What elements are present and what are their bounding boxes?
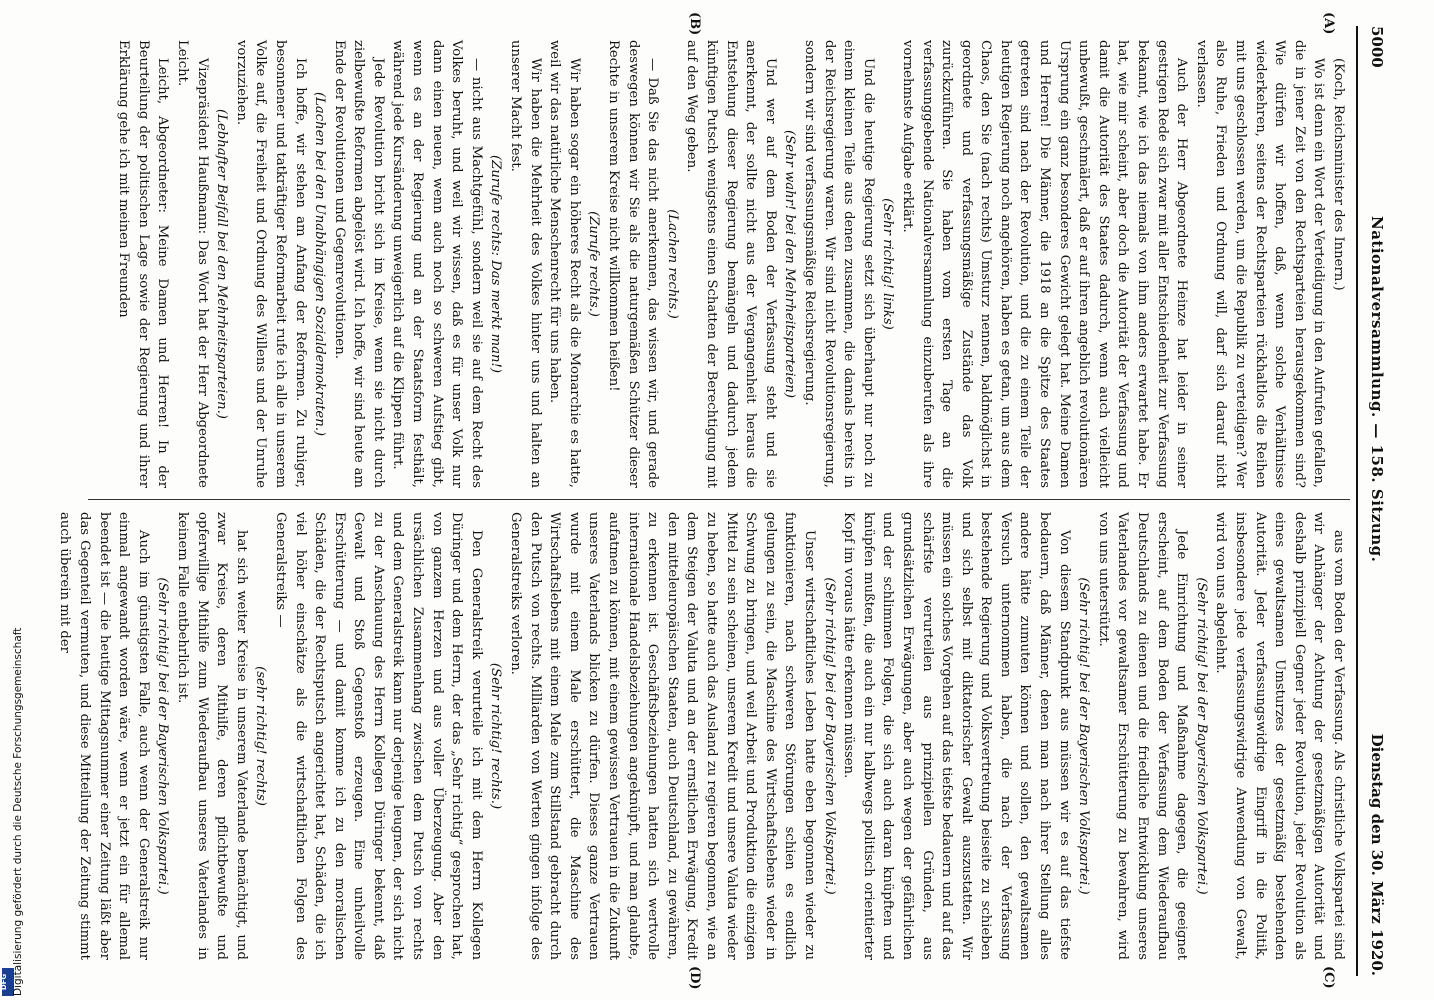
paragraph: Und wer auf dem Boden der Verfassung steht und sie anerkennt, der sollte nicht aus der Vergangenheit heraus die Entstehung dieser Regierung bemängeln und dadurch jedem künftigen Putsch wenigstens einen Schatten der Berechtigung mit auf den Weg geben. bbox=[684, 40, 778, 488]
rotated-document-page bbox=[42, 0, 1402, 1000]
paragraph: Auch im günstigsten Falle, auch wenn der Generalstreik nur einmal angewandt worden wäre, wenn er jetzt ein für allemal beendet ist — die heutige Mittagsnummer einer Zeitung läßt aber das Gegenteil vermuten, und diese Mitteilung der Zeitung stimmt auch überein mit der bbox=[57, 512, 151, 960]
paragraph: Vizepräsident Haußmann: Das Wort hat der Herr Abgeordnete Leicht. bbox=[174, 40, 210, 488]
interjection: (Sehr richtig! bei der Bayerischen Volkspartei.) bbox=[1076, 577, 1092, 895]
right-text-column bbox=[57, 512, 1348, 960]
column-divider bbox=[88, 499, 1350, 500]
paragraph: — nicht aus Machtgefühl, sondern weil sie auf dem Recht des Volkes beruht, und weil wir wissen, daß es für unser Volk nur dann einen neuen, wenn auch noch so schweren Aufstieg gibt, wenn es an der Regierung und an der Staatsform festhält, während jede Kursänderung unweigerlich auf die Klippen führt. bbox=[390, 40, 484, 488]
header-rule bbox=[1356, 26, 1358, 976]
margin-marker-b: (B) bbox=[687, 12, 702, 36]
paragraph: Und die heutige Regierung setzt sich überhaupt nur noch zu einem kleinen Teile aus denen zusammen, die damals bereits in der Reichsregierung waren. Wir sind nicht Revolutionsregierung, sondern wir sind verfassungsmäßige Reichsregierung. bbox=[801, 40, 876, 488]
interjection: (Zurufe rechts: Das merkt man!) bbox=[488, 155, 504, 373]
paragraph: Wo ist denn ein Wort der Verteidigung in den Aufrufen gefallen, die in jener Zeit von den Rechtsparteien herausgekommen sind? Wie dürfen wir hoffen, daß, wenn solche Verhältnisse wiederkehren, seitens der Rechtsparteien rückhaltlos die Reihen mit uns geschlossen werden, um die Republik zu verteidigen? Wer also Ruhe, Frieden und Ordnung will, darf sich darauf nicht verlassen. bbox=[1193, 40, 1327, 488]
interjection: (Sehr richtig! bei der Bayerischen Volkspartei.) bbox=[1193, 577, 1209, 895]
paragraph: Von diesem Standpunkt aus müssen wir es auf das tiefste bedauern, daß Männer, denen man nach ihrer Stellung alles andere hätte zumuten können und sollen, den gewaltsamen Versuch unternommen haben, die nach der Verfassung bestehende Regierung und Volksvertretung beiseite zu schieben und sich selbst mit diktatorischer Gewalt auszustatten. Wir müssen ein solches Vorgehen auf das tiefste bedauern und auf das schärfste verurteilen aus prinzipiellen Gründen, aus grundsätzlichen Erwägungen, aber auch wegen der gefährlichen und der schlimmen Folgen, die sich auch daran knüpften und knüpfen mußten, die auch ein nur halbwegs politisch orientierter Kopf im voraus hätte erkennen müssen. bbox=[841, 512, 1072, 960]
digitization-footer bbox=[0, 0, 34, 1000]
margin-marker-d: (D) bbox=[687, 966, 702, 990]
paragraph: (Koch, Reichsminister des Innern.) bbox=[1331, 58, 1346, 291]
paragraph: — Daß Sie das nicht anerkennen, das wissen wir, und gerade deswegen können wir Sie als die naturgemäßen Schützer dieser Rechte in unserem Kreise nicht willkommen heißen! bbox=[606, 40, 661, 488]
left-text-column bbox=[88, 40, 1348, 488]
interjection: (Lachen bei den Unabhängigen Sozialdemokraten.) bbox=[312, 91, 328, 437]
paragraph: aus vom Boden der Verfassung. Als christliche Volkspartei sind wir Anhänger der Achtung der gesetzmäßigen Autorität und deshalb prinzipiell Gegner jeder Revolution, jeder Revolution als eines gewaltsamen Umsturzes der gesetzmäßig bestehenden Autorität. Jeder verfassungswidrige Eingriff in die Politik, insbesondere jede verfassungswidrige Anwendung von Gewalt, wird von uns abgelehnt. bbox=[1213, 512, 1346, 960]
page-number: 5000 bbox=[1368, 26, 1386, 68]
session-date: Dienstag den 30. März 1920. bbox=[1368, 733, 1386, 976]
paragraph: Wir haben die Mehrheit des Volkes hinter uns und halten an unserer Macht fest. bbox=[508, 40, 543, 488]
interjection: (Sehr richtig! bei der Bayerischen Volkspartei.) bbox=[155, 577, 171, 895]
paragraph: hat sich weiter Kreise in unserem Vaterlande bemächtigt, und zwar Kreise, deren Mithilfe, deren pflichtbewußte und opferwillige Mithilfe zum Wiederaufbau unseres Vaterlandes in keinem Falle entbehrlich ist. bbox=[174, 512, 249, 960]
paragraph: Leicht, Abgeordneter: Meine Damen und Herren! In der Beurteilung der politischen Lage sowie der Regierung und ihrer Erklärung gehe ich mit meinen Freunden bbox=[116, 40, 171, 488]
interjection: (Sehr richtig! rechts.) bbox=[488, 662, 504, 810]
paragraph: Jede Revolution bricht sich im Kreise, wenn sie nicht durch zielbewußte Reformen abgelöst wird. Ich hoffe, wir sind heute am Ende der Revolutionen und Gegenrevolutionen. bbox=[331, 40, 386, 488]
paragraph: Ich hoffe, wir stehen am Anfang der Reformen. Zu ruhiger, besonnener und tatkräftiger Reformarbeit rufe ich alle in unserem Volke auf, die Freiheit und Ordnung des Willens und der Unruhe vorzuziehen. bbox=[233, 40, 308, 488]
interjection: (Sehr richtig! bei der Bayerischen Volkspartei.) bbox=[821, 577, 837, 895]
session-title: Nationalversammlung. — 158. Sitzung. bbox=[1368, 216, 1386, 563]
page-header bbox=[1362, 26, 1392, 976]
margin-marker-a: (A) bbox=[1321, 12, 1336, 35]
paragraph: Auch der Herr Abgeordnete Heinze hat leider in seiner gestrigen Rede sich zwar mit aller Entschiedenheit zur Verfassung bekannt, wie ich das niemals von ihm anders erwartet habe. Er hat, wie mir scheint, aber doch die Autorität der Verfassung und damit die Autorität des Staates dadurch, wenn auch vielleicht unbewußt, geschmälert, daß er auf ihren angeblich revolutionären Ursprung ein ganz besonderes Gewicht gelegt hat. Meine Damen und Herren! Die Männer, die 1918 an die Spitze des Staates getreten sind nach der Revolution, und die zu einem Teile der heutigen Regierung noch angehören, haben es getan, um aus dem Chaos, den Sie (nach rechts) Umsturz nennen, baldmöglichst in geordnete und verfassungsmäßige Zustände das Volk zurückzuführen. Sie haben vom ersten Tage an die verfassunggebende Nationalversammlung einzuberufen als ihre vornehmste Aufgabe erklärt. bbox=[899, 40, 1190, 488]
interjection: (Lachen rechts.) bbox=[664, 209, 680, 319]
paragraph: Jede Einrichtung und Maßnahme dagegen, die geeignet erscheint, auf dem Boden der Verfassung dem Wiederaufbau Deutschlands zu dienen und die friedliche Entwicklung unseres Vaterlandes vor gewaltsamer Erschütterung zu bewahren, wird von uns unterstützt. bbox=[1095, 512, 1190, 960]
paragraph: Wir haben sogar ein höheres Recht als die Monarchie es hatte, weil wir das natürliche Menschenrecht für uns haben. bbox=[547, 40, 582, 488]
digitization-credit: Digitalisierung gefördert durch die Deutsche Forschungsgemeinschaft bbox=[12, 627, 24, 996]
paragraph: Den Generalstreik verurteile ich mit dem Herrn Kollegen Düringer und dem Herrn, der das „Sehr richtig“ gesprochen hat, von ganzem Herzen und aus voller Überzeugung. Aber den ursächlichen Zusammenhang zwischen dem Putsch von rechts und dem Generalstreik kann nur derjenige leugnen, der sich nicht zu der Anschauung des Herrn Kollegen Düringer bekennt, daß Gewalt und Stoß Gegenstoß erzeugen. Eine unheilvolle Erschütterung — und damit komme ich zu den moralischen Schäden, die der Rechtsputsch angerichtet hat, Schäden, die ich viel höher einschätze als die wirtschaftlichen Folgen des Generalstreiks — bbox=[272, 512, 484, 960]
interjection: (Zurufe rechts.) bbox=[586, 211, 602, 317]
interjection: (Sehr richtig! links) bbox=[880, 198, 896, 330]
margin-marker-c: (C) bbox=[1321, 966, 1336, 989]
interjection: (Sehr wahr! bei den Mehrheitsparteien) bbox=[782, 129, 798, 399]
dfg-logo: DFG bbox=[2, 968, 14, 996]
interjection: (sehr richtig! rechts) bbox=[253, 666, 269, 806]
paragraph: Unser wirtschaftliches Leben hatte eben begonnen wieder zu funktionieren, nach schweren Störungen schien es endlich gelungen zu sein, die Maschine des Wirtschaftslebens wieder in Schwung zu bringen, und weil Arbeit und Produktion die einzigen Mittel zu sein scheinen, unserem Kredit und unsere Valuta wieder zu heben, so hatte auch das Ausland zu regieren begonnen, wie an dem Steigen der Valuta und an der ernstlichen Erwägung, Kredit den mitteleuropäischen Staaten, auch Deutschland, zu gewähren, zu erkennen ist. Geschäftsbeziehungen hatten sich wertvolle internationale Handelsbeziehungen angeknüpft, und man glaubte, aufatmen zu können, mit einem gewissen Vertrauen in die Zukunft unseres Vaterlands blicken zu dürfen. Dieses ganze Vertrauen wurde mit einem Male erschüttert, die Maschine des Wirtschaftslebens mit einem Male zum Stillstand gebracht durch den Putsch von rechts. Milliarden von Werten gingen infolge des Generalstreiks verloren. bbox=[508, 512, 817, 960]
interjection: (Lebhafter Beifall bei den Mehrheitsparteien.) bbox=[214, 109, 230, 419]
